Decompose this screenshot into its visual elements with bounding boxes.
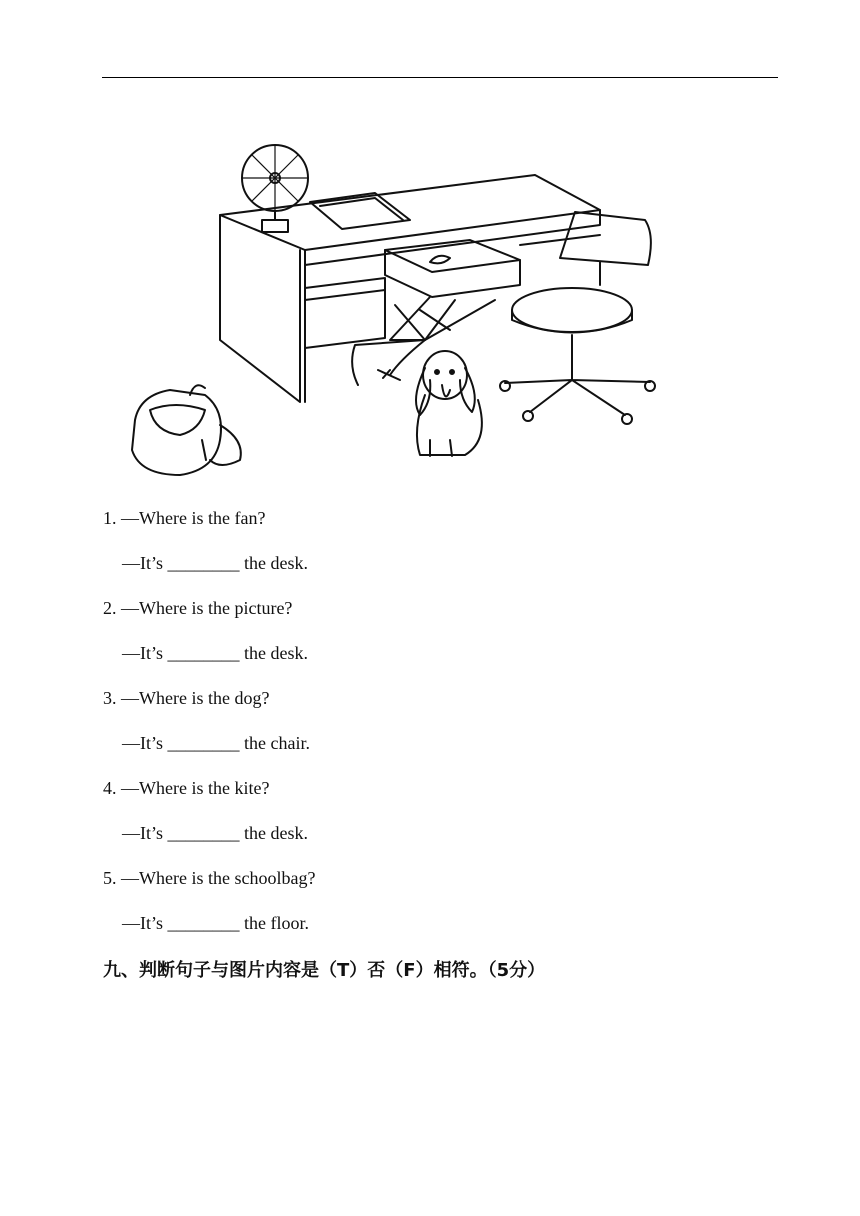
answer-line-4: —It’s ________ the desk.: [122, 823, 308, 843]
question-4: 4. —Where is the kite?: [103, 778, 270, 798]
answer-line-5: —It’s ________ the floor.: [122, 913, 309, 933]
section-heading: 九、判断句子与图片内容是（T）否（F）相符。（5分）: [103, 960, 546, 981]
schoolbag-icon: [132, 385, 241, 475]
question-1: 1. —Where is the fan?: [103, 508, 266, 528]
question-2: 2. —Where is the picture?: [103, 598, 293, 618]
answer-line-3: —It’s ________ the chair.: [122, 733, 310, 753]
top-rule: [102, 77, 778, 78]
question-3: 3. —Where is the dog?: [103, 688, 270, 708]
fan-icon: [242, 145, 308, 232]
desk-icon: [220, 175, 600, 402]
room-illustration: [120, 140, 665, 485]
dog-icon: [416, 351, 482, 456]
question-5: 5. —Where is the schoolbag?: [103, 868, 316, 888]
answer-line-1: —It’s ________ the desk.: [122, 553, 308, 573]
answer-line-2: —It’s ________ the desk.: [122, 643, 308, 663]
